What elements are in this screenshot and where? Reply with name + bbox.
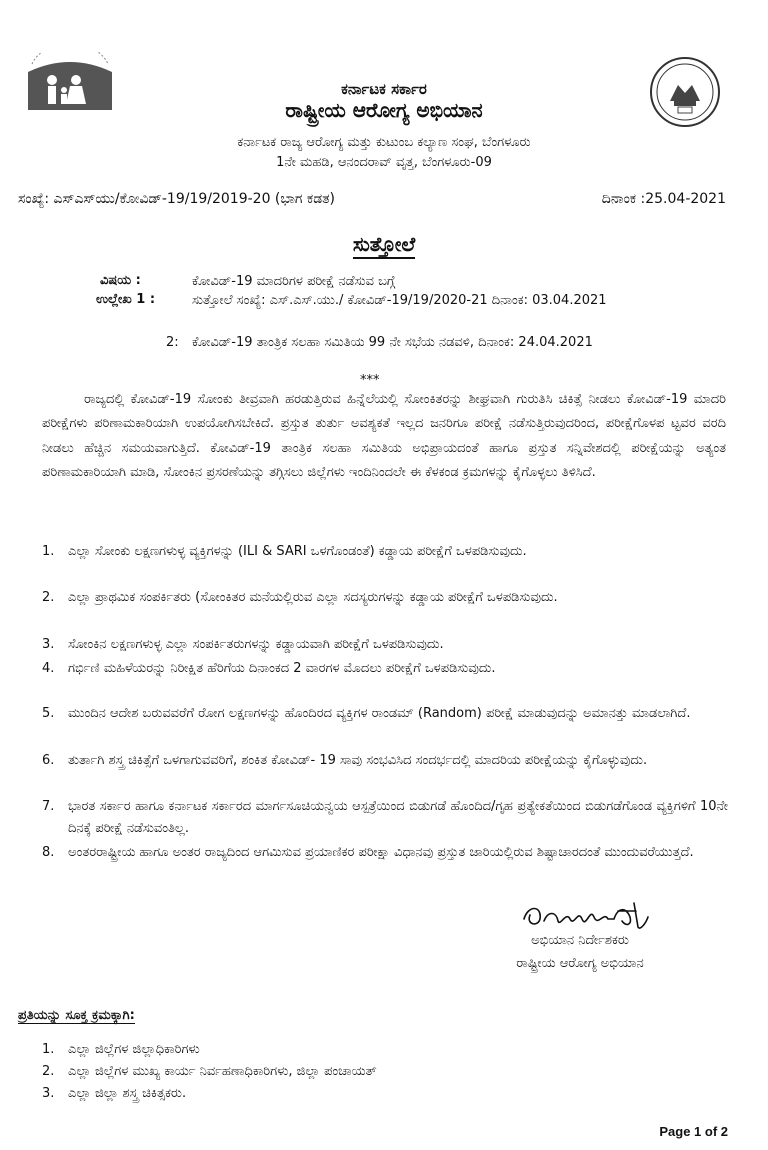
body-paragraph: ರಾಜ್ಯದಲ್ಲಿ ಕೋವಿಡ್-19 ಸೋಂಕು ತೀವ್ರವಾಗಿ ಹರಡುತ್ತಿರುವ ಹಿನ್ನೆಲೆಯಲ್ಲಿ ಸೋಂಕಿತರನ್ನು ಶೀಘ್ರವಾಗಿ ಗುರುತಿಸಿ ಚಿಕಿತ್ಸೆ ನೀಡಲು ಕೋವಿಡ್-19 ಮಾದರಿ ಪರೀಕ್ಷೆಗಳು ಪರಿಣಾಮಕಾರಿಯಾಗಿ ಉಪಯೋಗಿಸಬೇಕಿದೆ. ಪ್ರಸ್ತುತ ತುರ್ತು ಅವಶ್ಯಕತೆ ಇಲ್ಲದ ಜನರಿಗೂ ಪರೀಕ್ಷೆ ನಡೆಸುತ್ತಿರುವುದರಿಂದ, ಪರೀಕ್ಷೆಗೊಳಪ ಟ್ಟವರ ವರದಿ ನೀಡಲು ಹೆಚ್ಚಿನ ಸಮಯವಾಗುತ್ತಿದೆ. ಕೋವಿಡ್-19 ತಾಂತ್ರಿಕ ಸಲಹಾ ಸಮಿತಿಯ ಅಭಿಪ್ರಾಯದಂತೆ ಹಾಗೂ ಪ್ರಸ್ತುತ ಸನ್ನಿವೇಶದಲ್ಲಿ ಪರೀಕ್ಷೆಯನ್ನು ಅತ್ಯಂತ ಪರಿಣಾಮಕಾರಿಯಾಗಿ ಮಾಡಿ, ಸೋಂಕಿನ ಪ್ರಸರಣೆಯನ್ನು ತಗ್ಗಿಸಲು ಜಿಲ್ಲೆಗಳು ಇಂದಿನಿಂದಲೇ ಈ ಕೆಳಕಂಡ ಕ್ರಮಗಳನ್ನು ಕೈಗೊಳ್ಳಲು ತಿಳಿಸಿದೆ. <box>42 392 726 480</box>
list-item-text: ಎಲ್ಲಾ ಪ್ರಾಥಮಿಕ ಸಂಪರ್ಕಿತರು (ಸೋಂಕಿತರ ಮನೆಯಲ್ಲಿರುವ ಎಲ್ಲಾ ಸದಸ್ಯರುಗಳನ್ನು ಕಡ್ಡಾಯ ಪರೀಕ್ಷೆಗೆ ಒಳಪಡಿಸುವುದು. <box>68 590 558 605</box>
document-date: ದಿನಾಂಕ :25.04-2021 <box>601 191 726 207</box>
list-item <box>42 634 728 656</box>
reference-2-number: 2: <box>166 335 179 350</box>
list-item <box>42 750 728 772</box>
copy-heading-text: ಪ್ರತಿಯನ್ನು ಸೂಕ್ತ ಕ್ರಮಕ್ಕಾಗಿ: <box>18 1008 135 1023</box>
list-item-number: 3. <box>42 1086 55 1101</box>
header-society: ಕರ್ನಾಟಕ ರಾಜ್ಯ ಆರೋಗ್ಯ ಮತ್ತು ಕುಟುಂಬ ಕಲ್ಯಾಣ ಸಂಘ, ಬೆಂಗಳೂರು <box>237 135 531 150</box>
list-item-text: ಮುಂದಿನ ಆದೇಶ ಬರುವವರೆಗೆ ರೋಗ ಲಕ್ಷಣಗಳನ್ನು ಹೊಂದಿರದ ವ್ಯಕ್ತಿಗಳ ರಾಂಡಮ್ (Random) ಪರೀಕ್ಷೆ ಮಾಡುವುದನ್ನು ಅಮಾನತ್ತು ಮಾಡಲಾಗಿದೆ. <box>68 706 691 721</box>
circular-title-text: ಸುತ್ತೋಲೆ <box>353 232 415 259</box>
list-item-number: 1. <box>42 544 55 559</box>
list-item <box>42 703 728 725</box>
list-item <box>42 1042 200 1057</box>
reference-label: ಉಲ್ಲೇಖ 1 : <box>96 292 156 307</box>
list-item-text: ಸೋಂಕಿನ ಲಕ್ಷಣಗಳುಳ್ಳ ಎಲ್ಲಾ ಸಂಪರ್ಕಿತರುಗಳನ್ನು ಕಡ್ಡಾಯವಾಗಿ ಪರೀಕ್ಷೆಗೆ ಒಳಪಡಿಸುವುದು. <box>68 637 444 652</box>
list-item-text: ಎಲ್ಲಾ ಸೋಂಕು ಲಕ್ಷಣಗಳುಳ್ಳ ವ್ಯಕ್ತಿಗಳನ್ನು (ILI & SARI ಒಳಗೊಂಡಂತೆ) ಕಡ್ಡಾಯ ಪರೀಕ್ಷೆಗೆ ಒಳಪಡಿಸುವುದು. <box>68 544 527 559</box>
copy-heading <box>18 1008 135 1023</box>
list-item <box>42 796 728 840</box>
list-item-text: ಗರ್ಭಿಣಿ ಮಹಿಳೆಯರನ್ನು ನಿರೀಕ್ಷಿತ ಹೆರಿಗೆಯ ದಿನಾಂಕದ 2 ವಾರಗಳ ಮೊದಲು ಪರೀಕ್ಷೆಗೆ ಒಳಪಡಿಸುವುದು. <box>68 661 496 676</box>
list-item-text: ತುರ್ತಾಗಿ ಶಸ್ತ್ರ ಚಿಕಿತ್ಸೆಗೆ ಒಳಗಾಗುವವರಿಗೆ, ಶಂಕಿತ ಕೋವಿಡ್- 19 ಸಾವು ಸಂಭವಿಸಿದ ಸಂದರ್ಭದಲ್ಲಿ ಮಾದರಿಯ ಪರೀಕ್ಷೆಯನ್ನು ಕೈಗೊಳ್ಳುವುದು. <box>68 753 648 768</box>
list-item-number: 3. <box>42 637 55 652</box>
reference-1-text: ಸುತ್ತೋಲೆ ಸಂಖ್ಯೆ: ಎಸ್.ಎಸ್.ಯು./ ಕೋವಿಡ್-19/19/2020-21 ದಿನಾಂಕ: 03.04.2021 <box>192 293 607 308</box>
header-address: 1ನೇ ಮಹಡಿ, ಆನಂದರಾವ್ ವೃತ್ತ, ಬೆಂಗಳೂರು-09 <box>276 155 492 170</box>
list-item-text: ಭಾರತ ಸರ್ಕಾರ ಹಾಗೂ ಕರ್ನಾಟಕ ಸರ್ಕಾರದ ಮಾರ್ಗಸೂಚಿಯನ್ವಯ ಆಸ್ಪತ್ರೆಯಿಂದ ಬಿಡುಗಡೆ ಹೊಂದಿದ/ಗೃಹ ಪ್ರತ್ಯೇಕತೆಯಿಂದ ಬಿಡುಗಡೆಗೊಂಡ ವ್ಯಕ್ತಿಗಳಿಗೆ 10ನೇ ದಿನಕ್ಕೆ ಪರೀಕ್ಷೆ ನಡೆಸುವಂತಿಲ್ಲ. <box>68 799 728 836</box>
separator-stars: *** <box>360 373 380 388</box>
list-item-number: 4. <box>42 661 55 676</box>
list-item-number: 2. <box>42 590 55 605</box>
list-item-text: ಎಲ್ಲಾ ಜಿಲ್ಲೆಗಳ ಮುಖ್ಯ ಕಾರ್ಯ ನಿರ್ವಹಣಾಧಿಕಾರಿಗಳು, ಜಿಲ್ಲಾ ಪಂಚಾಯತ್ <box>68 1064 377 1079</box>
signatory-designation: ಅಭಿಯಾನ ನಿರ್ದೇಶಕರು <box>531 933 629 948</box>
karnataka-emblem-icon <box>648 55 722 129</box>
family-health-logo-icon <box>20 52 120 118</box>
circular-title <box>0 232 768 256</box>
list-item <box>42 658 728 680</box>
list-item <box>42 1086 186 1101</box>
header-government: ಕರ್ನಾಟಕ ಸರ್ಕಾರ <box>341 80 427 98</box>
handwritten-signature <box>518 897 668 933</box>
list-item <box>42 842 728 864</box>
reference-number: ಸಂಖ್ಯೆ: ಎಸ್‌ಎಸ್‌ಯು/ಕೋವಿಡ್-19/19/2019-20 (ಭಾಗ ಕಡತ) <box>18 191 336 207</box>
list-item <box>42 541 728 563</box>
subject-label: ವಿಷಯ : <box>100 273 141 288</box>
list-item-number: 1. <box>42 1042 55 1057</box>
list-item-number: 8. <box>42 845 55 860</box>
list-item-number: 5. <box>42 706 55 721</box>
page-number: Page 1 of 2 <box>659 1124 728 1139</box>
list-item-number: 6. <box>42 753 55 768</box>
header-mission: ರಾಷ್ಟ್ರೀಯ ಆರೋಗ್ಯ ಅಭಿಯಾನ <box>285 98 483 122</box>
list-item-text: ಎಲ್ಲಾ ಜಿಲ್ಲಾ ಶಸ್ತ್ರ ಚಿಕಿತ್ಸಕರು. <box>68 1086 187 1101</box>
list-item <box>42 587 728 609</box>
list-item <box>42 1064 377 1079</box>
list-item-number: 7. <box>42 799 55 814</box>
subject-text: ಕೋವಿಡ್-19 ಮಾದರಿಗಳ ಪರೀಕ್ಷೆ ನಡೆಸುವ ಬಗ್ಗೆ <box>192 274 396 289</box>
list-item-text: ಅಂತರರಾಷ್ಟ್ರೀಯ ಹಾಗೂ ಅಂತರ ರಾಜ್ಯದಿಂದ ಆಗಮಿಸುವ ಪ್ರಯಾಣಿಕರ ಪರೀಕ್ಷಾ ವಿಧಾನವು ಪ್ರಸ್ತುತ ಜಾರಿಯಲ್ಲಿರುವ ಶಿಷ್ಟಾಚಾರದಂತೆ ಮುಂದುವರೆಯುತ್ತದೆ. <box>68 845 694 860</box>
list-item-text: ಎಲ್ಲಾ ಜಿಲ್ಲೆಗಳ ಜಿಲ್ಲಾಧಿಕಾರಿಗಳು <box>68 1042 200 1057</box>
signatory-organisation: ರಾಷ್ಟ್ರೀಯ ಆರೋಗ್ಯ ಅಭಿಯಾನ <box>516 956 644 971</box>
list-item-number: 2. <box>42 1064 55 1079</box>
reference-2-text: ಕೋವಿಡ್-19 ತಾಂತ್ರಿಕ ಸಲಹಾ ಸಮಿತಿಯ 99 ನೇ ಸಭೆಯ ನಡವಳಿ, ದಿನಾಂಕ: 24.04.2021 <box>192 335 593 350</box>
